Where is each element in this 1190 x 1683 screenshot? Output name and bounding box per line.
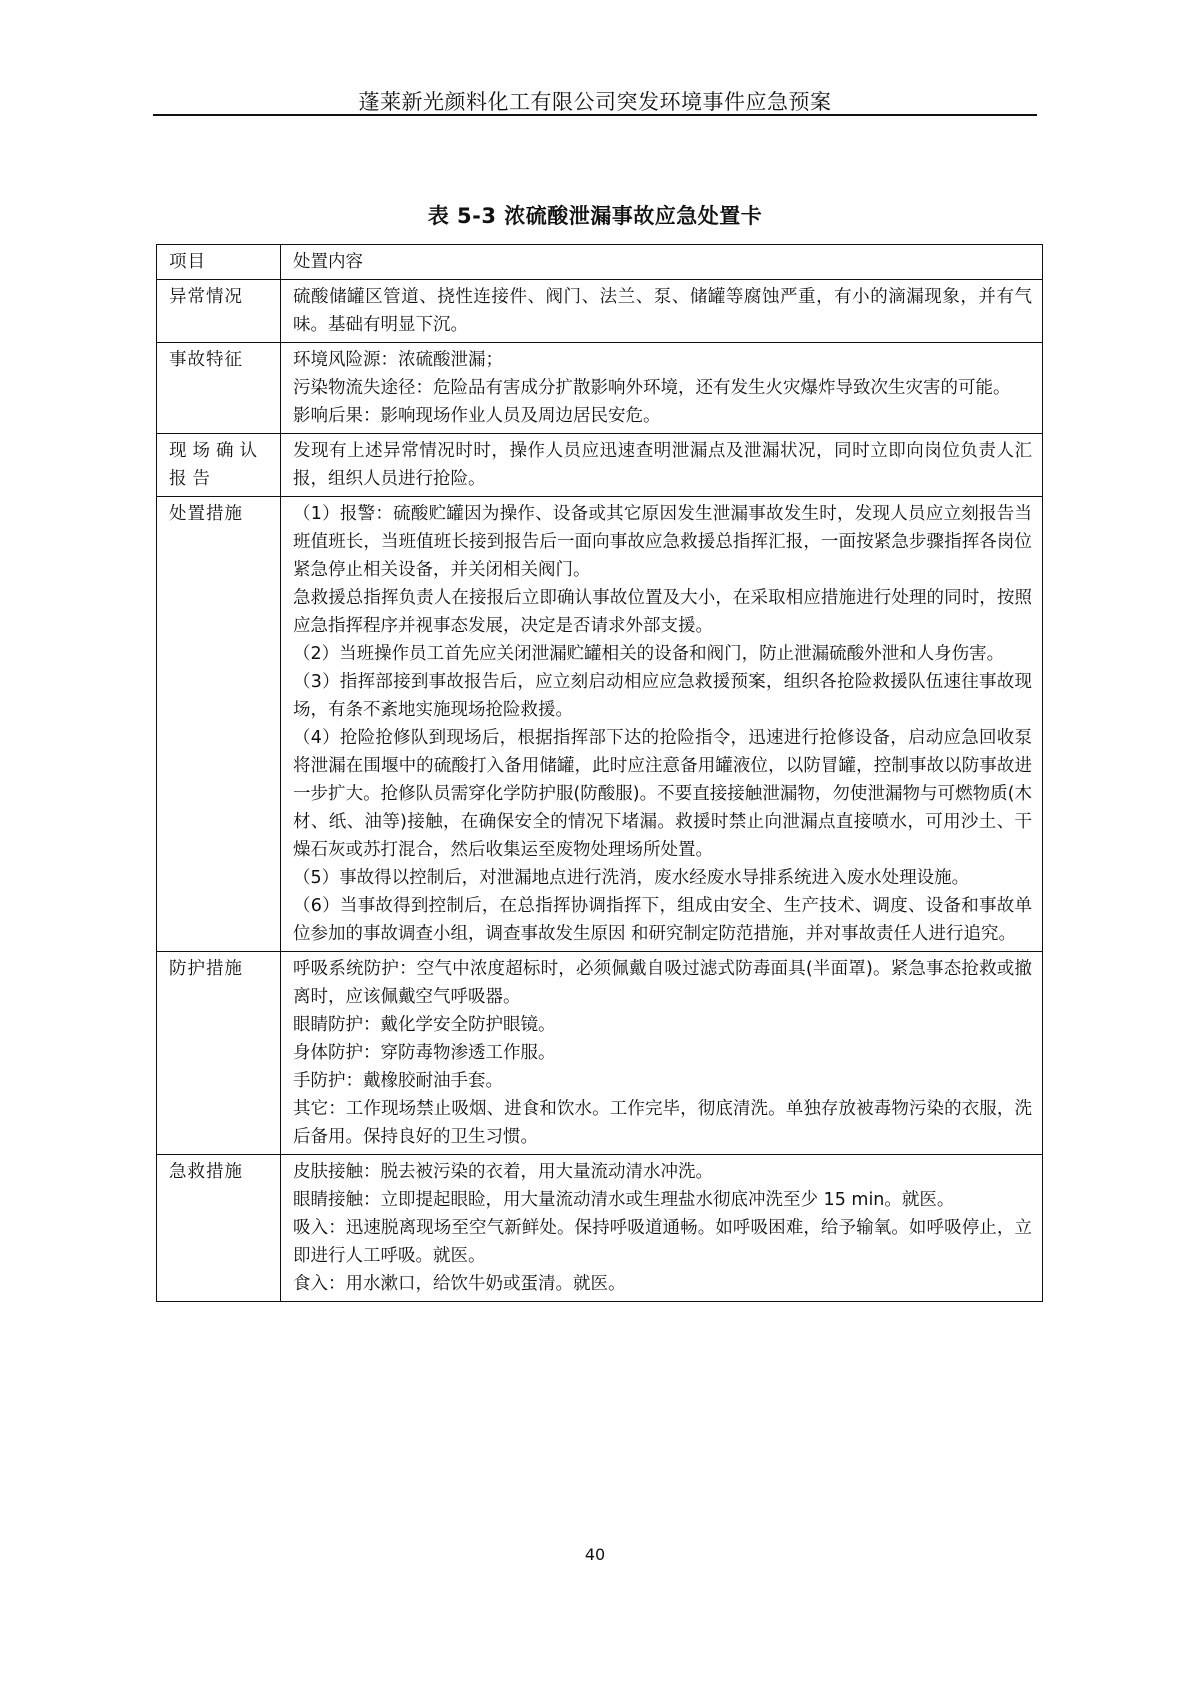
row-label: 现场确认报告 xyxy=(157,434,281,497)
content-line: 眼睛防护：戴化学安全防护眼镜。 xyxy=(293,1015,556,1035)
row-content xyxy=(281,280,1043,343)
content-line: （2）当班操作员工首先应关闭泄漏贮罐相关的设备和阀门，防止泄漏硫酸外泄和人身伤害。 xyxy=(293,644,1005,664)
content-column-header: 处置内容 xyxy=(281,245,1043,280)
row-content xyxy=(281,497,1043,952)
content-line: （5）事故得以控制后，对泄漏地点进行洗消，废水经废水导排系统进入废水处理设施。 xyxy=(293,868,970,888)
emergency-response-card-table xyxy=(156,244,1043,1302)
row-content xyxy=(281,952,1043,1155)
table-row-disposal-measures xyxy=(157,497,1043,952)
content-line: 身体防护：穿防毒物渗透工作服。 xyxy=(293,1043,556,1063)
content-line: （6）当事故得到控制后，在总指挥协调指挥下，组成由安全、生产技术、调度、设备和事故单位参加的事故调查小组，调查事故发生原因 和研究制定防范措施，并对事故责任人进行追究。 xyxy=(293,896,1032,944)
content-line: 急救援总指挥负责人在接报后立即确认事故位置及大小，在采取相应措施进行处理的同时，按照应急指挥程序并视事态发展，决定是否请求外部支援。 xyxy=(293,588,1032,636)
table-title: 表 5-3 浓硫酸泄漏事故应急处置卡 xyxy=(427,204,763,228)
row-content xyxy=(281,343,1043,434)
content-line: 手防护：戴橡胶耐油手套。 xyxy=(293,1071,503,1091)
content-line: 皮肤接触：脱去被污染的衣着，用大量流动清水冲洗。 xyxy=(293,1162,713,1182)
table-row-protective-measures xyxy=(157,952,1043,1155)
content-line: 影响后果：影响现场作业人员及周边居民安危。 xyxy=(293,406,661,426)
table-row-first-aid-measures xyxy=(157,1155,1043,1302)
page-number: 40 xyxy=(584,1545,606,1564)
table-row-accident-features xyxy=(157,343,1043,434)
content-line: 呼吸系统防护：空气中浓度超标时，必须佩戴自吸过滤式防毒面具(半面罩)。紧急事态抢救或撤离时，应该佩戴空气呼吸器。 xyxy=(293,959,1032,1007)
content-line: 吸入：迅速脱离现场至空气新鲜处。保持呼吸道通畅。如呼吸困难，给予输氧。如呼吸停止，立即进行人工呼吸。就医。 xyxy=(293,1218,1032,1266)
header-divider xyxy=(153,114,1037,116)
item-column-header: 项目 xyxy=(157,245,281,280)
content-line: 眼睛接触：立即提起眼睑，用大量流动清水或生理盐水彻底冲洗至少 15 min。就医。 xyxy=(293,1190,955,1210)
table-row-onsite-confirmation xyxy=(157,434,1043,497)
row-label: 事故特征 xyxy=(157,343,281,434)
content-line: 发现有上述异常情况时时，操作人员应迅速查明泄漏点及泄漏状况，同时立即向岗位负责人汇报，组织人员进行抢险。 xyxy=(293,441,1032,489)
row-label: 急救措施 xyxy=(157,1155,281,1302)
content-line: （3）指挥部接到事故报告后，应立刻启动相应应急救援预案，组织各抢险救援队伍速往事故现场，有条不紊地实施现场抢险救援。 xyxy=(293,672,1032,720)
content-line: 食入：用水漱口，给饮牛奶或蛋清。就医。 xyxy=(293,1274,626,1294)
table-row-abnormal-conditions xyxy=(157,280,1043,343)
content-line: （1）报警：硫酸贮罐因为操作、设备或其它原因发生泄漏事故发生时，发现人员应立刻报告当班值班长，当班值班长接到报告后一面向事故应急救援总指挥汇报，一面按紧急步骤指挥各岗位紧急停止相关设备，并关闭相关阀门。 xyxy=(293,504,1032,580)
content-line: （4）抢险抢修队到现场后，根据指挥部下达的抢险指令，迅速进行抢修设备，启动应急回收泵将泄漏在围堰中的硫酸打入备用储罐，此时应注意备用罐液位，以防冒罐，控制事故以防事故进一步扩大。抢修队员需穿化学防护服(防酸服)。不要直接接触泄漏物，勿使泄漏物与可燃物质(木材、纸、油等)接触，在确保安全的情况下堵漏。救援时禁止向泄漏点直接喷水，可用沙土、干燥石灰或苏打混合，然后收集运至废物处理场所处置。 xyxy=(293,728,1032,860)
row-label: 处置措施 xyxy=(157,497,281,952)
row-content xyxy=(281,1155,1043,1302)
content-line: 污染物流失途径：危险品有害成分扩散影响外环境，还有发生火灾爆炸导致次生灾害的可能。 xyxy=(293,378,1011,398)
content-line: 其它：工作现场禁止吸烟、进食和饮水。工作完毕，彻底清洗。单独存放被毒物污染的衣服，洗后备用。保持良好的卫生习惯。 xyxy=(293,1099,1032,1147)
row-content xyxy=(281,434,1043,497)
row-label: 异常情况 xyxy=(157,280,281,343)
content-line: 环境风险源：浓硫酸泄漏； xyxy=(293,350,503,370)
content-line: 硫酸储罐区管道、挠性连接件、阀门、法兰、泵、储罐等腐蚀严重，有小的滴漏现象，并有气味。基础有明显下沉。 xyxy=(293,287,1032,335)
document-header-title: 蓬莱新光颜料化工有限公司突发环境事件应急预案 xyxy=(358,90,832,114)
table-header-row xyxy=(157,245,1043,280)
row-label: 防护措施 xyxy=(157,952,281,1155)
